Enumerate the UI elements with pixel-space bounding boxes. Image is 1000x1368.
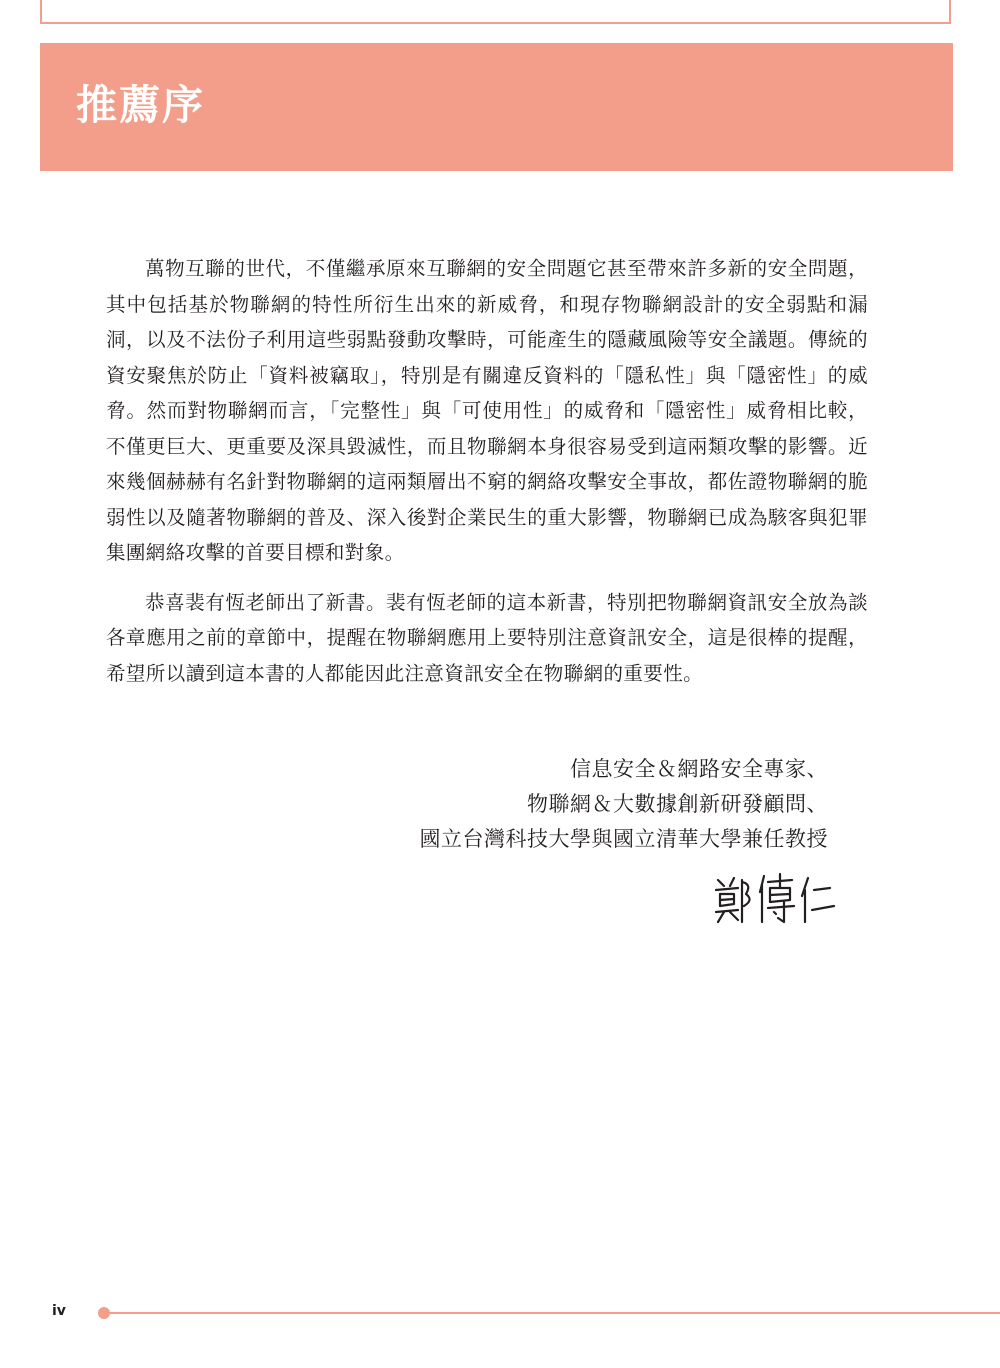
paragraph-2: 恭喜裴有恆老師出了新書。裴有恆老師的這本新書，特別把物聯網資訊安全放為談各章應用之前的章節中，提醒在物聯網應用上要特別注意資訊安全，這是很棒的提醒，希望所以讀到這本書的人都能因此注意資訊安全在物聯網的重要性。 (106, 590, 868, 685)
signature-title-3: 國立台灣科技大學與國立清華大學兼任教授 (419, 827, 828, 851)
handwritten-signature (710, 866, 840, 926)
title-banner (40, 43, 953, 171)
page-title: 推薦序 (76, 81, 205, 129)
signature-title-2: 物聯網＆大數據創新研發顧問、 (527, 792, 828, 816)
signature-block (420, 752, 829, 857)
body-text (106, 251, 868, 705)
footer-line (110, 1312, 1000, 1314)
signature-title-1: 信息安全＆網路安全專家、 (570, 757, 828, 781)
footer-dot (98, 1307, 110, 1319)
paragraph-1: 萬物互聯的世代，不僅繼承原來互聯網的安全問題它甚至帶來許多新的安全問題，其中包括基於物聯網的特性所衍生出來的新威脅，和現存物聯網設計的安全弱點和漏洞，以及不法份子利用這些弱點發動攻擊時，可能產生的隱藏風險等安全議題。傳統的資安聚焦於防止「資料被竊取」，特別是有關違反資料的「隱私性」與「隱密性」的威脅。然而對物聯網而言，「完整性」與「可使用性」的威脅和「隱密性」威脅相比較，不僅更巨大、更重要及深具毀滅性，而且物聯網本身很容易受到這兩類攻擊的影響。近來幾個赫赫有名針對物聯網的這兩類層出不窮的網絡攻擊安全事故，都佐證物聯網的脆弱性以及隨著物聯網的普及、深入後對企業民生的重大影響，物聯網已成為駭客與犯罪集團網絡攻擊的首要目標和對象。 (106, 257, 868, 564)
top-frame-border (40, 0, 951, 24)
page-number: iv (52, 1303, 66, 1319)
